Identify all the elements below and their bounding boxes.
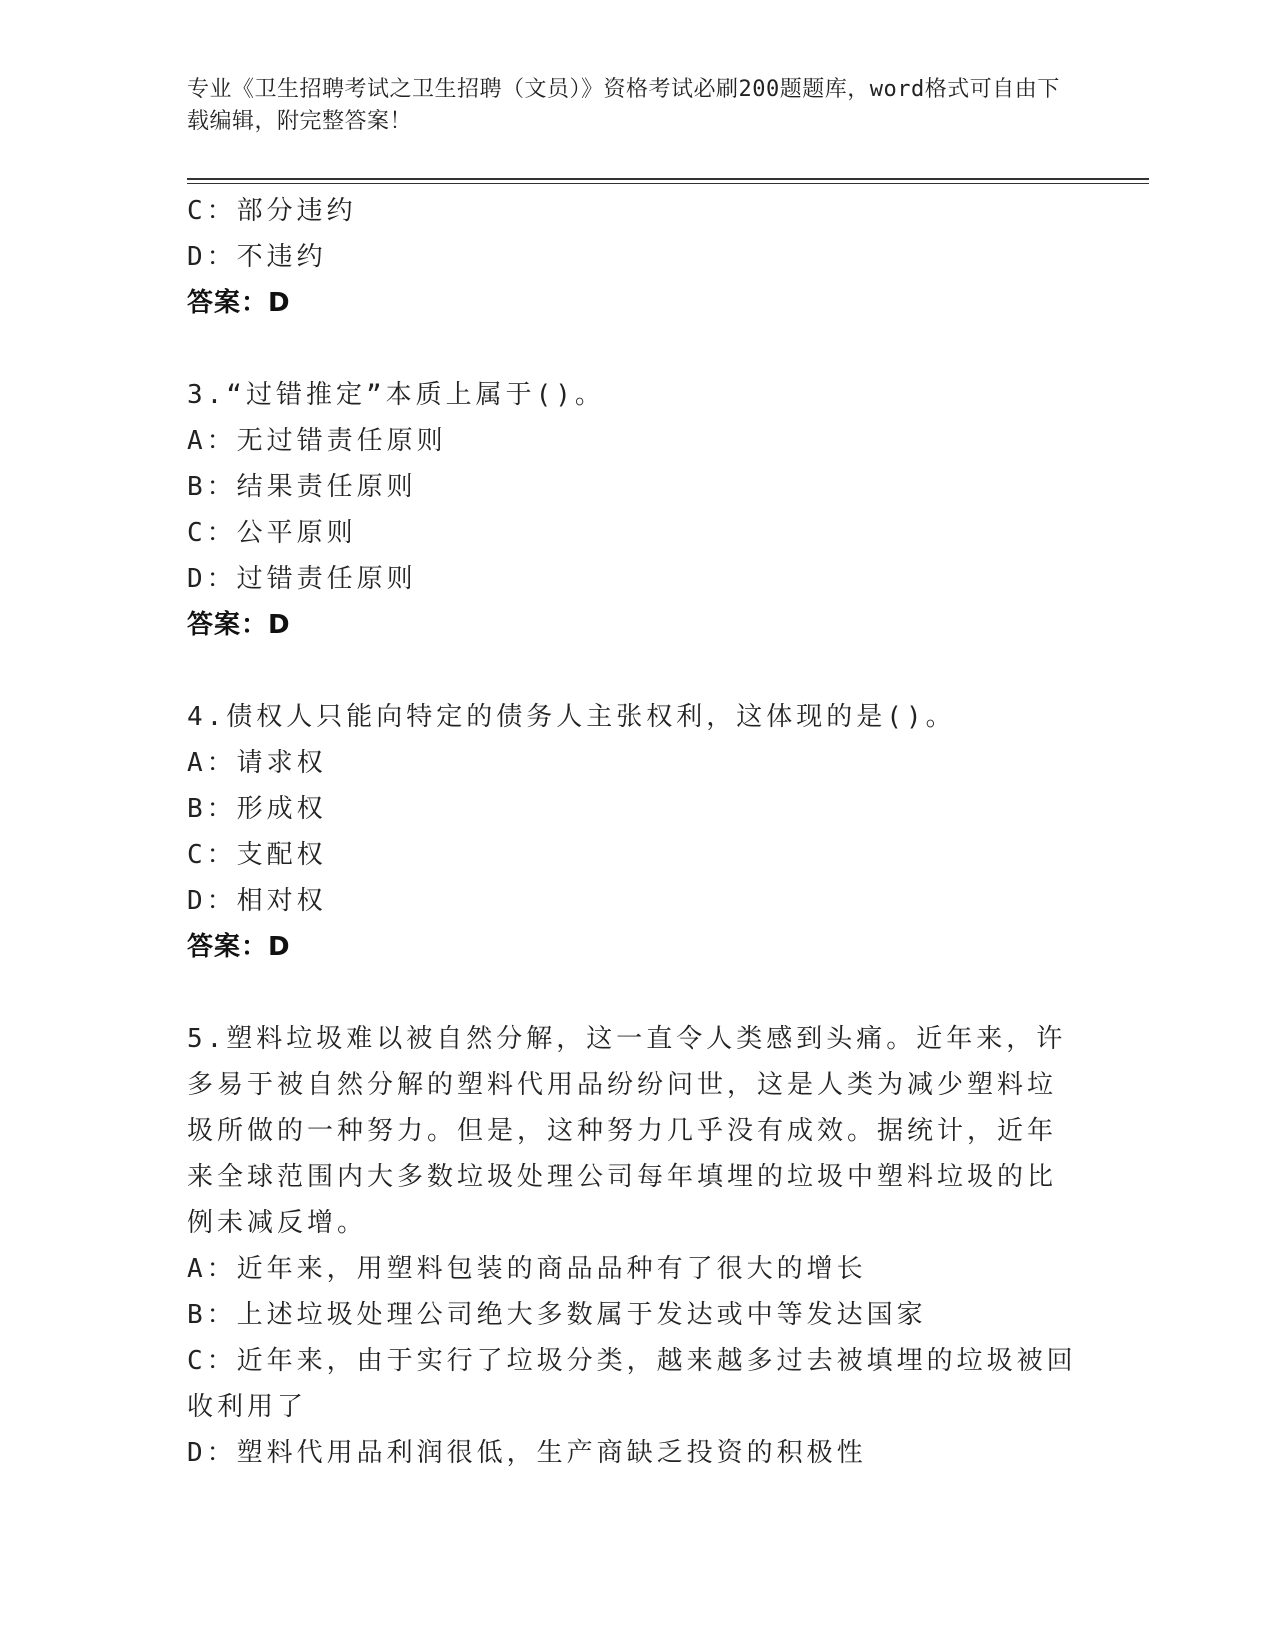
option-c: C：公平原则 — [187, 518, 357, 548]
question-5 — [187, 1016, 1077, 1476]
header-rule-thin — [187, 183, 1149, 184]
document-header: 专业《卫生招聘考试之卫生招聘（文员）》资格考试必刷200题题库，word格式可自由下载编辑，附完整答案！ — [187, 77, 1060, 134]
spacer — [187, 970, 1077, 1016]
header-rule-thick — [187, 178, 1149, 180]
option-b: B：形成权 — [187, 794, 327, 824]
option-d: D：塑料代用品利润很低，生产商缺乏投资的积极性 — [187, 1438, 867, 1468]
option-a: A：请求权 — [187, 748, 327, 778]
answer-line: 答案：D — [187, 932, 291, 962]
spacer — [187, 326, 1077, 372]
option-c: C：支配权 — [187, 840, 327, 870]
question-stem: 5.塑料垃圾难以被自然分解，这一直令人类感到头痛。近年来，许多易于被自然分解的塑料代用品纷纷问世，这是人类为减少塑料垃圾所做的一种努力。但是，这种努力几乎没有成效。据统计，近年来全球范围内大多数垃圾处理公司每年填埋的垃圾中塑料垃圾的比例未减反增。 — [187, 1024, 1067, 1238]
answer-line: 答案：D — [187, 610, 291, 640]
question-fragment — [187, 188, 1077, 326]
question-stem: 3.“过错推定”本质上属于()。 — [187, 380, 605, 410]
question-stem: 4.债权人只能向特定的债务人主张权利，这体现的是()。 — [187, 702, 956, 732]
option-a: A：无过错责任原则 — [187, 426, 447, 456]
question-3 — [187, 372, 1077, 648]
option-d: D：相对权 — [187, 886, 327, 916]
option-b: B：上述垃圾处理公司绝大多数属于发达或中等发达国家 — [187, 1300, 927, 1330]
question-4 — [187, 694, 1077, 970]
answer-line: 答案：D — [187, 288, 291, 318]
option-a: A：近年来，用塑料包装的商品品种有了很大的增长 — [187, 1254, 867, 1284]
option-c: C：部分违约 — [187, 196, 357, 226]
spacer — [187, 648, 1077, 694]
option-d: D：过错责任原则 — [187, 564, 417, 594]
option-d: D：不违约 — [187, 242, 327, 272]
option-c: C：近年来，由于实行了垃圾分类，越来越多过去被填埋的垃圾被回收利用了 — [187, 1346, 1077, 1422]
option-b: B：结果责任原则 — [187, 472, 417, 502]
question-content — [187, 188, 1077, 1476]
